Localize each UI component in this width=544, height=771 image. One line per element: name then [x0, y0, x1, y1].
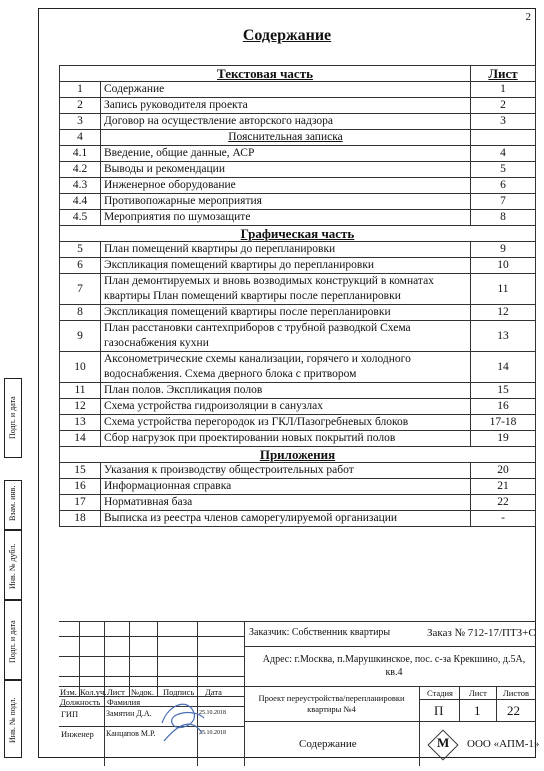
item-number: 4 [60, 130, 101, 146]
role-gip: ГИП [61, 709, 79, 719]
item-sheet: 17-18 [471, 415, 536, 431]
toc-row [60, 210, 536, 226]
section-title: Текстовая часть [60, 66, 471, 82]
item-number: 15 [60, 463, 101, 479]
item-title: План расстановки сантехприборов с трубной разводкой Схема газоснабжения кухни [101, 321, 471, 352]
organization-name: ООО «АПМ-1» [467, 738, 540, 750]
col-change: Изм. [60, 687, 77, 697]
project-title: Проект переустройства/перепланировки квартиры №4 [258, 693, 405, 714]
name-header: Фамилия [107, 697, 141, 707]
date-engineer: 25.10.2018 [199, 730, 226, 736]
item-title: План демонтируемых и вновь возводимых конструкций в комнатах квартиры План помещений квартиры после перепланировки [101, 274, 471, 305]
item-sheet: 11 [471, 274, 536, 305]
stage-value: П [434, 703, 444, 718]
item-title: Инженерное оборудование [101, 178, 471, 194]
left-strip-replace [4, 480, 22, 530]
toc-row [60, 399, 536, 415]
left-label: Подп. и дата [8, 396, 17, 439]
toc-row [60, 321, 536, 352]
item-number: 5 [60, 242, 101, 258]
subsection-title: Пояснительная записка [101, 130, 471, 146]
item-number: 13 [60, 415, 101, 431]
toc-row [60, 511, 536, 527]
item-sheet: 21 [471, 479, 536, 495]
toc-row [60, 130, 536, 146]
item-title: План полов. Экспликация полов [101, 383, 471, 399]
item-number: 3 [60, 114, 101, 130]
item-sheet [471, 130, 536, 146]
item-sheet: 16 [471, 399, 536, 415]
item-title: Мероприятия по шумозащите [101, 210, 471, 226]
item-number: 7 [60, 274, 101, 305]
item-title: Схема устройства перегородок из ГКЛ/Пазогребневых блоков [101, 415, 471, 431]
item-sheet: - [471, 511, 536, 527]
left-strip-signature [4, 378, 22, 458]
item-title: Запись руководителя проекта [101, 98, 471, 114]
item-sheet: 5 [471, 162, 536, 178]
contents-table [59, 65, 536, 527]
sheet-value: 1 [474, 703, 481, 718]
item-number: 4.1 [60, 146, 101, 162]
item-number: 9 [60, 321, 101, 352]
item-title: Сбор нагрузок при проектировании новых покрытий полов [101, 431, 471, 447]
col-sheet: Лист [107, 687, 125, 697]
section-header [60, 226, 536, 242]
page-title: Содержание [242, 27, 332, 44]
toc-row [60, 352, 536, 383]
toc-row [60, 82, 536, 98]
toc-row [60, 162, 536, 178]
toc-row [60, 114, 536, 130]
drawing-sheet [38, 8, 540, 758]
item-title: Информационная справка [101, 479, 471, 495]
item-sheet: 3 [471, 114, 536, 130]
item-sheet: 19 [471, 431, 536, 447]
item-sheet: 15 [471, 383, 536, 399]
item-number: 4.4 [60, 194, 101, 210]
section-header [60, 447, 536, 463]
item-title: Выводы и рекомендации [101, 162, 471, 178]
item-title: Схема устройства гидроизоляции в санузлах [101, 399, 471, 415]
toc-row [60, 305, 536, 321]
title-block [59, 621, 540, 766]
left-strip-signature2 [4, 600, 22, 680]
item-sheet: 14 [471, 352, 536, 383]
left-label: Инв. № дубл. [8, 543, 17, 589]
item-title: Противопожарные мероприятия [101, 194, 471, 210]
role-engineer: Инженер [61, 729, 94, 739]
toc-row [60, 98, 536, 114]
section-title: Приложения [60, 447, 536, 463]
col-count: Кол.уч. [80, 687, 107, 697]
item-title: Введение, общие данные, АСР [101, 146, 471, 162]
col-sign: Подпись [163, 687, 195, 697]
name-engineer: Канцапов М.Р. [106, 729, 156, 738]
sheets-value: 22 [507, 703, 520, 718]
item-number: 14 [60, 431, 101, 447]
item-sheet: 20 [471, 463, 536, 479]
item-sheet: 12 [471, 305, 536, 321]
item-sheet: 10 [471, 258, 536, 274]
item-sheet: 7 [471, 194, 536, 210]
item-number: 11 [60, 383, 101, 399]
name-gip: Замятин Д.А. [106, 709, 152, 718]
toc-row [60, 479, 536, 495]
sheet-header: Лист [469, 688, 487, 698]
col-date: Дата [205, 687, 222, 697]
item-number: 17 [60, 495, 101, 511]
item-number: 12 [60, 399, 101, 415]
toc-row [60, 194, 536, 210]
role-header: Должность [60, 697, 101, 707]
item-sheet: 9 [471, 242, 536, 258]
item-number: 10 [60, 352, 101, 383]
toc-row [60, 146, 536, 162]
item-title: Выписка из реестра членов саморегулируемой организации [101, 511, 471, 527]
item-sheet: 22 [471, 495, 536, 511]
toc-row [60, 242, 536, 258]
section-text-header [60, 66, 536, 82]
left-label: Инв. № подл. [8, 697, 17, 743]
toc-row [60, 495, 536, 511]
toc-row [60, 383, 536, 399]
page-number: 2 [525, 11, 531, 23]
item-number: 6 [60, 258, 101, 274]
item-number: 4.5 [60, 210, 101, 226]
toc-row [60, 178, 536, 194]
item-sheet: 8 [471, 210, 536, 226]
toc-row [60, 258, 536, 274]
toc-row [60, 415, 536, 431]
item-title: Экспликация помещений квартиры до перепланировки [101, 258, 471, 274]
item-title: Аксонометрические схемы канализации, горячего и холодного водоснабжения. Схема дверного блока с притвором [101, 352, 471, 383]
stage-header: Стадия [427, 688, 453, 698]
toc-row [60, 274, 536, 305]
section-title: Графическая часть [60, 226, 536, 242]
item-sheet: 1 [471, 82, 536, 98]
item-title: Нормативная база [101, 495, 471, 511]
item-title: План помещений квартиры до перепланировки [101, 242, 471, 258]
item-number: 4.2 [60, 162, 101, 178]
order-number: Заказ № 712-17/ПТЗ+С [427, 627, 536, 639]
left-strip-original [4, 680, 22, 758]
item-number: 16 [60, 479, 101, 495]
document-name: Содержание [299, 738, 357, 750]
date-gip: 25.10.2018 [199, 710, 226, 716]
item-number: 4.3 [60, 178, 101, 194]
col-doc: №док. [131, 687, 154, 697]
toc-row [60, 463, 536, 479]
customer-text: Заказчик: Собственник квартиры [249, 627, 391, 638]
item-title: Указания к производству общестроительных работ [101, 463, 471, 479]
sheet-column-header: Лист [471, 66, 536, 82]
left-strip-dup [4, 530, 22, 600]
item-sheet: 2 [471, 98, 536, 114]
address-text: Адрес: г.Москва, п.Марушкинское, пос. с-за Крекшино, д.5А, кв.4 [262, 654, 526, 678]
item-sheet: 6 [471, 178, 536, 194]
item-title: Экспликация помещений квартиры после перепланировки [101, 305, 471, 321]
item-number: 1 [60, 82, 101, 98]
left-label: Взам. инв. [8, 485, 17, 521]
item-number: 18 [60, 511, 101, 527]
company-logo-letter: М [437, 735, 450, 750]
sheets-header: Листов [503, 688, 529, 698]
item-sheet: 13 [471, 321, 536, 352]
item-title: Договор на осуществление авторского надзора [101, 114, 471, 130]
item-sheet: 4 [471, 146, 536, 162]
item-number: 8 [60, 305, 101, 321]
toc-row [60, 431, 536, 447]
signature-image [154, 693, 214, 748]
item-number: 2 [60, 98, 101, 114]
left-label: Подп. и дата [8, 620, 17, 663]
item-title: Содержание [101, 82, 471, 98]
